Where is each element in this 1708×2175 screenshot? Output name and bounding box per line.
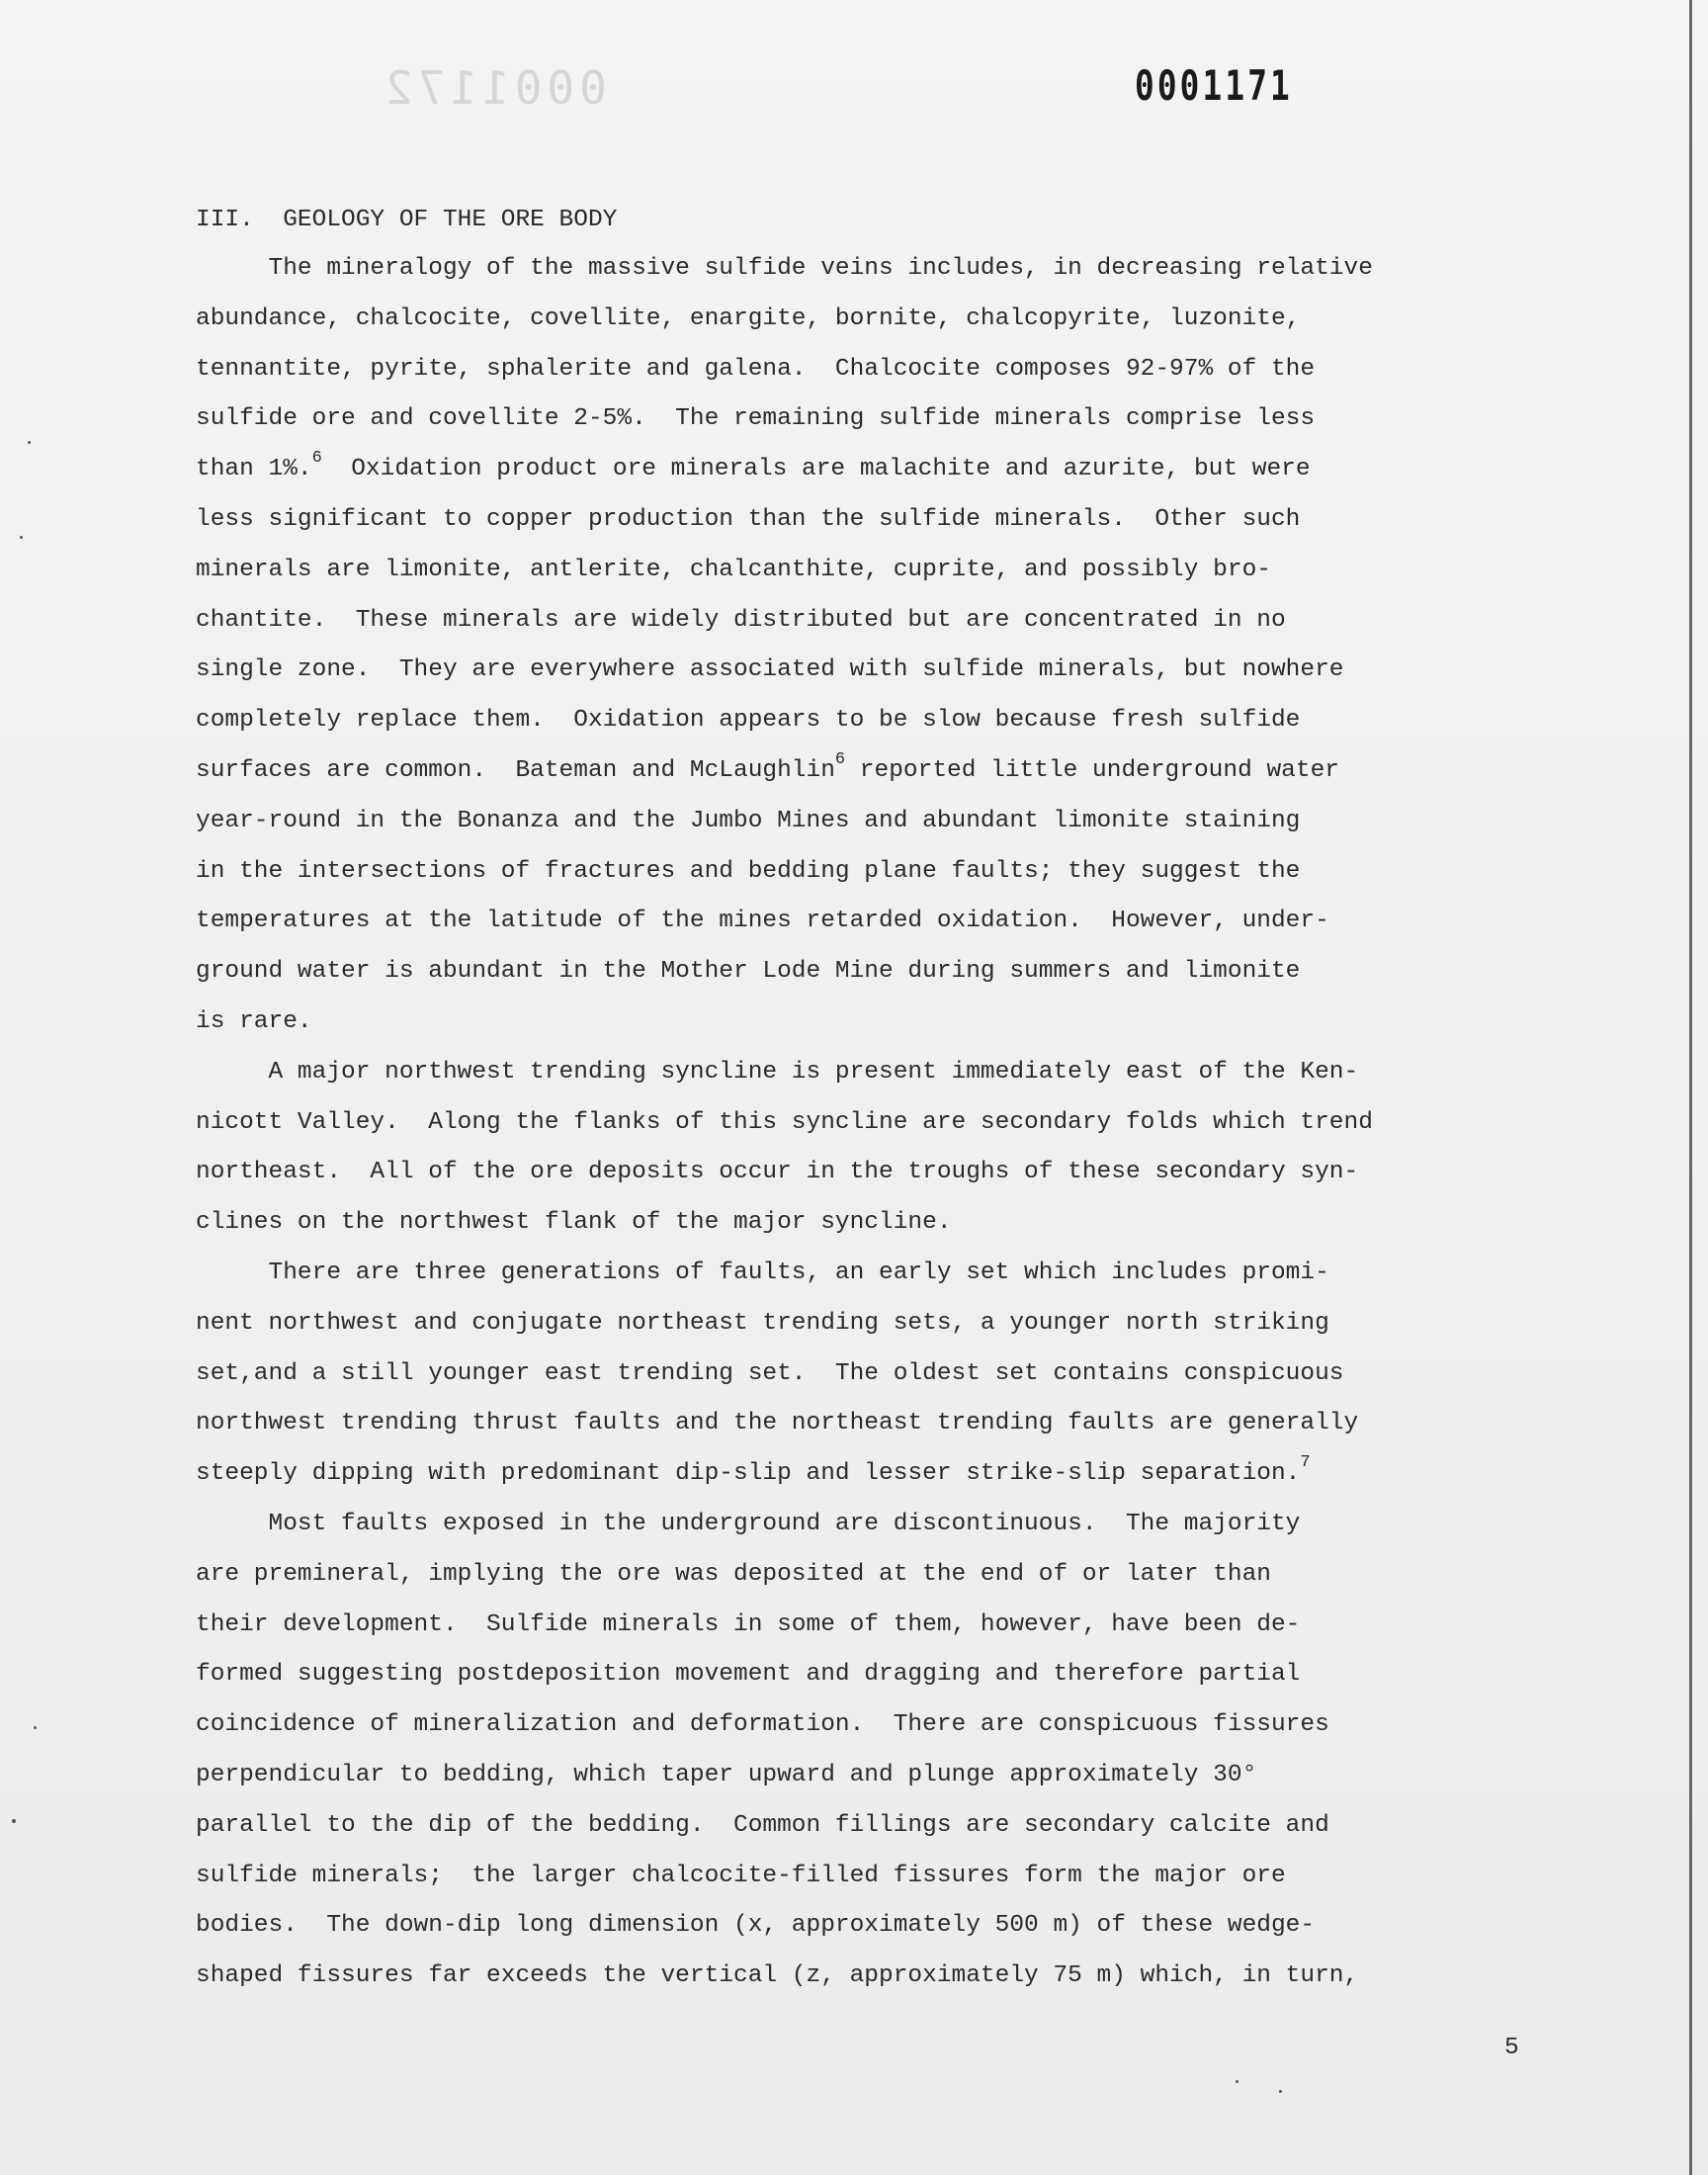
text-line: minerals are limonite, antlerite, chalcanthite, cuprite, and possibly bro- <box>196 556 1271 583</box>
bleed-through-number: 0001172 <box>381 61 607 115</box>
text-line: clines on the northwest flank of the major syncline. <box>196 1209 952 1237</box>
footnote-ref: 7 <box>1300 1453 1311 1473</box>
scan-edge <box>1689 0 1692 2175</box>
text-line: nent northwest and conjugate northeast trending sets, a younger north striking <box>196 1309 1329 1337</box>
scan-speck <box>28 441 31 444</box>
scan-speck <box>12 1819 16 1823</box>
scan-speck <box>20 536 23 539</box>
text-line: chantite. These minerals are widely distributed but are concentrated in no <box>196 606 1286 634</box>
text-line: is rare. <box>196 1007 312 1035</box>
text-line: surfaces are common. Bateman and McLaughlin$^6$ reported little underground water <box>196 749 1339 784</box>
paragraph <box>196 1048 1580 1249</box>
text-line: tennantite, pyrite, sphalerite and galena. Chalcocite composes 92-97% of the <box>196 355 1316 383</box>
text-line: bodies. The down-dip long dimension (x, approximately 500 m) of these wedge- <box>196 1912 1316 1940</box>
text-line: are premineral, implying the ore was deposited at the end of or later than <box>196 1560 1271 1588</box>
footnote-ref: 6 <box>834 749 846 769</box>
paragraph <box>196 1500 1580 2002</box>
text-line: coincidence of mineralization and deformation. There are conspicuous fissures <box>196 1711 1329 1739</box>
text-line: The mineralogy of the massive sulfide veins includes, in decreasing relative <box>196 255 1373 282</box>
scan-speck <box>1236 2080 1238 2083</box>
text-line: Most faults exposed in the underground are discontinuous. The majority <box>196 1510 1301 1537</box>
text-line: single zone. They are everywhere associated with sulfide minerals, but nowhere <box>196 656 1344 684</box>
paragraph <box>196 244 1580 1048</box>
text-line: less significant to copper production than the sulfide minerals. Other such <box>196 505 1301 533</box>
text-line: nicott Valley. Along the flanks of this syncline are secondary folds which trend <box>196 1108 1373 1136</box>
text-line: sulfide minerals; the larger chalcocite-filled fissures form the major ore <box>196 1862 1286 1889</box>
text-line: northwest trending thrust faults and the northeast trending faults are generally <box>196 1410 1359 1437</box>
text-line: ground water is abundant in the Mother Lode Mine during summers and limonite <box>196 958 1301 986</box>
document-number: 0001171 <box>1135 61 1293 110</box>
scan-speck <box>34 1726 37 1729</box>
footnote-ref: 6 <box>311 449 322 469</box>
section-heading: III. GEOLOGY OF THE ORE BODY <box>196 207 618 233</box>
text-line: year-round in the Bonanza and the Jumbo Mines and abundant limonite staining <box>196 807 1301 834</box>
text-line: shaped fissures far exceeds the vertical (z, approximately 75 m) which, in turn, <box>196 1962 1359 1990</box>
text-line: formed suggesting postdeposition movement and dragging and therefore partial <box>196 1661 1301 1689</box>
text-line: perpendicular to bedding, which taper upward and plunge approximately 30° <box>196 1761 1257 1788</box>
text-line: completely replace them. Oxidation appears to be slow because fresh sulfide <box>196 707 1301 735</box>
text-line: There are three generations of faults, an early set which includes promi- <box>196 1259 1329 1286</box>
paragraph <box>196 1249 1580 1500</box>
text-line: than 1%.$^6$ Oxidation product ore minerals are malachite and azurite, but were <box>196 449 1311 483</box>
text-line: northeast. All of the ore deposits occur in the troughs of these secondary syn- <box>196 1159 1359 1186</box>
text-line: A major northwest trending syncline is present immediately east of the Ken- <box>196 1058 1359 1086</box>
text-line: set,and a still younger east trending set. The oldest set contains conspicuous <box>196 1359 1344 1387</box>
paragraphs <box>196 244 1580 2002</box>
text-line: temperatures at the latitude of the mines retarded oxidation. However, under- <box>196 908 1329 935</box>
page-number: 5 <box>1504 2035 1519 2061</box>
text-line: sulfide ore and covellite 2-5%. The remaining sulfide minerals comprise less <box>196 405 1316 433</box>
text-line: their development. Sulfide minerals in some of them, however, have been de- <box>196 1610 1301 1638</box>
scan-speck <box>1279 2090 1282 2093</box>
text-line: in the intersections of fractures and bedding plane faults; they suggest the <box>196 857 1301 885</box>
document-body <box>196 204 1580 2002</box>
text-line: steeply dipping with predominant dip-slip and lesser strike-slip separation.$^7$ <box>196 1453 1311 1488</box>
text-line: abundance, chalcocite, covellite, enargite, bornite, chalcopyrite, luzonite, <box>196 304 1301 332</box>
text-line: parallel to the dip of the bedding. Common fillings are secondary calcite and <box>196 1811 1329 1839</box>
